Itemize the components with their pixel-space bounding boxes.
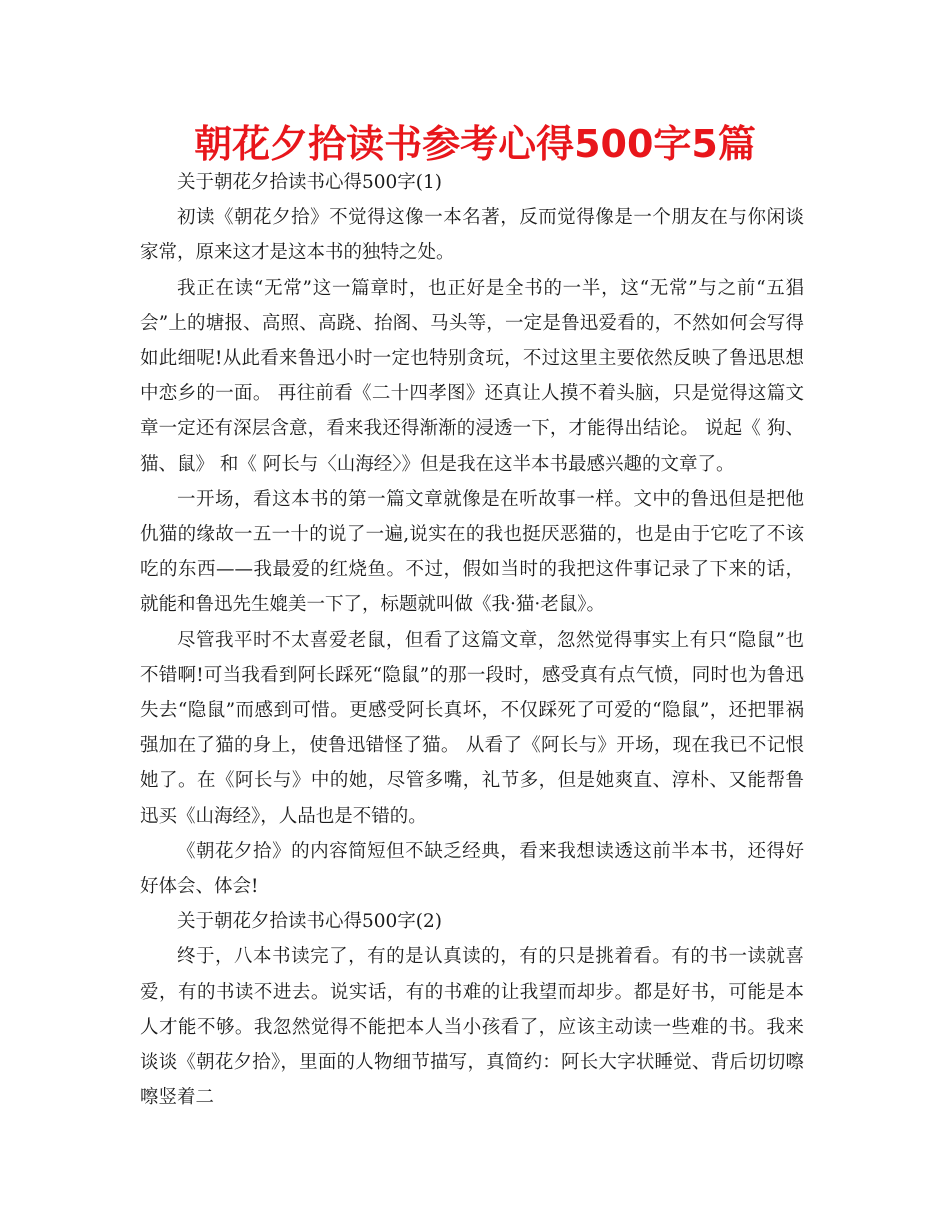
section-heading-2: 关于朝花夕拾读书心得500字(2)	[177, 911, 443, 933]
paragraph: 我正在读“无常”这一篇章时，也正好是全书的一半，这“无常”与之前“五猖会”上的塘报、高照、高跷、抬阁、马头等，一定是鲁迅爱看的，不然如何会写得如此细呢!从此看来鲁迅小时一定也特别贪玩，不过这里主要依然反映了鲁迅思想中恋乡的一面。 再往前看《二十四孝图》还真让人摸不着头脑，只是觉得这篇文章一定还有深层含意，看来我还得渐渐的浸透一下，才能得出结论。 说起《 狗、猫、鼠》 和《 阿长与〈山海经〉》但是我在这半本书最感兴趣的文章了。	[140, 277, 805, 475]
document-body	[140, 165, 804, 1115]
paragraph: 终于，八本书读完了，有的是认真读的，有的只是挑着看。有的书一读就喜爱，有的书读不进去。说实话，有的书难的让我望而却步。都是好书，可能是本人才能不够。我忽然觉得不能把本人当小孩看了，应该主动读一些难的书。我来谈谈《朝花夕拾》，里面的人物细节描写，真简约：阿长大字状睡觉、背后切切嚓嚓竖着二	[140, 946, 804, 1109]
paragraph: 《朝花夕拾》的内容简短但不缺乏经典，看来我想读透这前半本书，还得好好体会、体会!	[140, 840, 804, 898]
paragraph: 尽管我平时不太喜爱老鼠，但看了这篇文章，忽然觉得事实上有只“隐鼠”也不错啊!可当我看到阿长踩死“隐鼠”的那一段时，感受真有点气愤，同时也为鲁迅失去“隐鼠”而感到可惜。更感受阿长真坏，不仅踩死了可爱的“隐鼠”，还把罪祸强加在了猫的身上，使鲁迅错怪了猫。 从看了《阿长与》开场，现在我已不记恨她了。在《阿长与》中的她，尽管多嘴，礼节多，但是她爽直、淳朴、又能帮鲁迅买《山海经》，人品也是不错的。	[140, 629, 804, 827]
section-heading-1: 关于朝花夕拾读书心得500字(1)	[177, 172, 443, 193]
paragraph: 初读《朝花夕拾》不觉得这像一本名著，反而觉得像是一个朋友在与你闲谈家常，原来这才是这本书的独特之处。	[140, 207, 804, 264]
paragraph: 一开场，看这本书的第一篇文章就像是在听故事一样。文中的鲁迅但是把他仇猫的缘故一五一十的说了一遍,说实在的我也挺厌恶猫的，也是由于它吃了不该吃的东西——我最爱的红烧鱼。不过，假如当时的我把这件事记录了下来的话，就能和鲁迅先生媲美一下了，标题就叫做《我·猫·老鼠》。	[140, 488, 804, 616]
document-title: 朝花夕拾读书参考心得500字5篇	[194, 122, 756, 166]
